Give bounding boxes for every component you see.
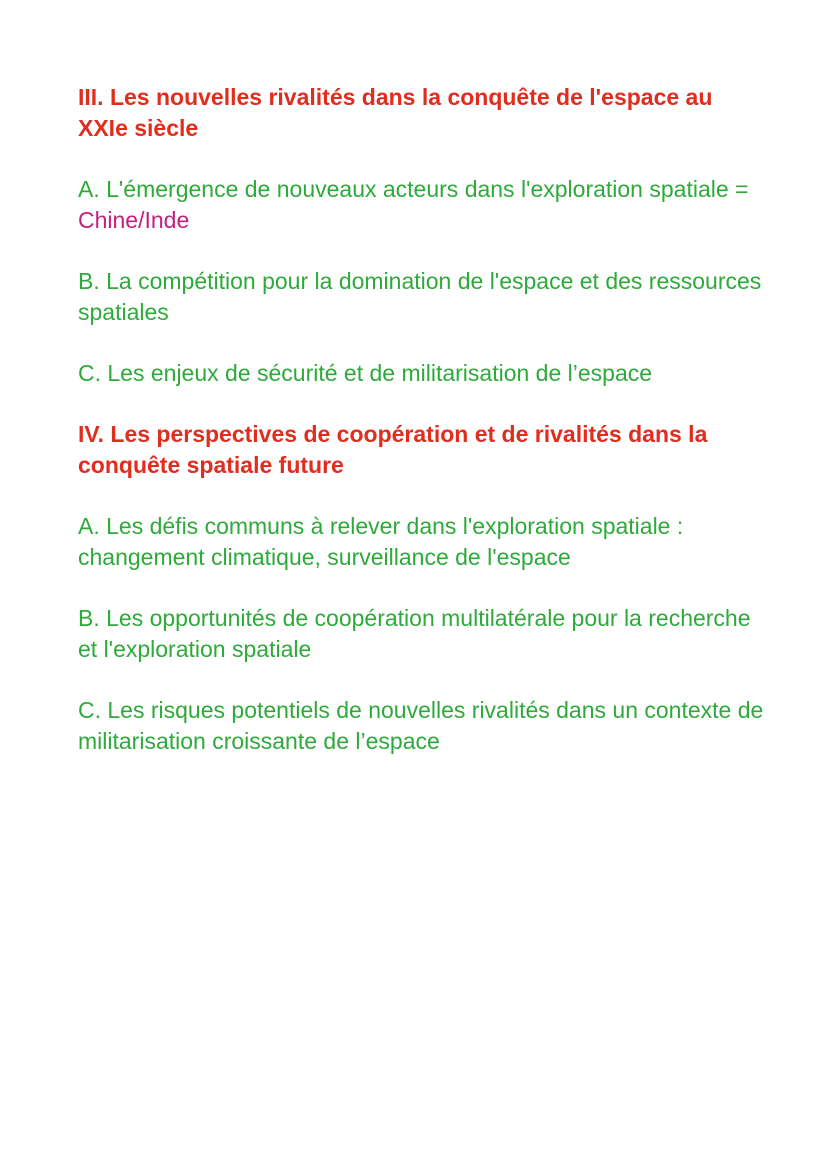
outline-item-text: A. L'émergence de nouveaux acteurs dans l'exploration spatiale = [78, 176, 749, 202]
outline-item-iii-a [78, 174, 768, 236]
outline-item-iv-c: C. Les risques potentiels de nouvelles rivalités dans un contexte de militarisation croissante de l’espace [78, 697, 764, 754]
section-heading-iv: IV. Les perspectives de coopération et de rivalités dans la conquête spatiale future [78, 421, 708, 478]
highlighted-term: Chine/Inde [78, 207, 190, 233]
document-page [78, 82, 768, 787]
section-heading-iii: III. Les nouvelles rivalités dans la conquête de l'espace au XXIe siècle [78, 84, 713, 141]
outline-item-iii-b: B. La compétition pour la domination de l'espace et des ressources spatiales [78, 268, 762, 325]
outline-item-iv-a: A. Les défis communs à relever dans l'exploration spatiale : changement climatique, surveillance de l'espace [78, 513, 684, 570]
outline-item-iv-b: B. Les opportunités de coopération multilatérale pour la recherche et l'exploration spatiale [78, 605, 751, 662]
outline-item-iii-c: C. Les enjeux de sécurité et de militarisation de l’espace [78, 360, 653, 386]
